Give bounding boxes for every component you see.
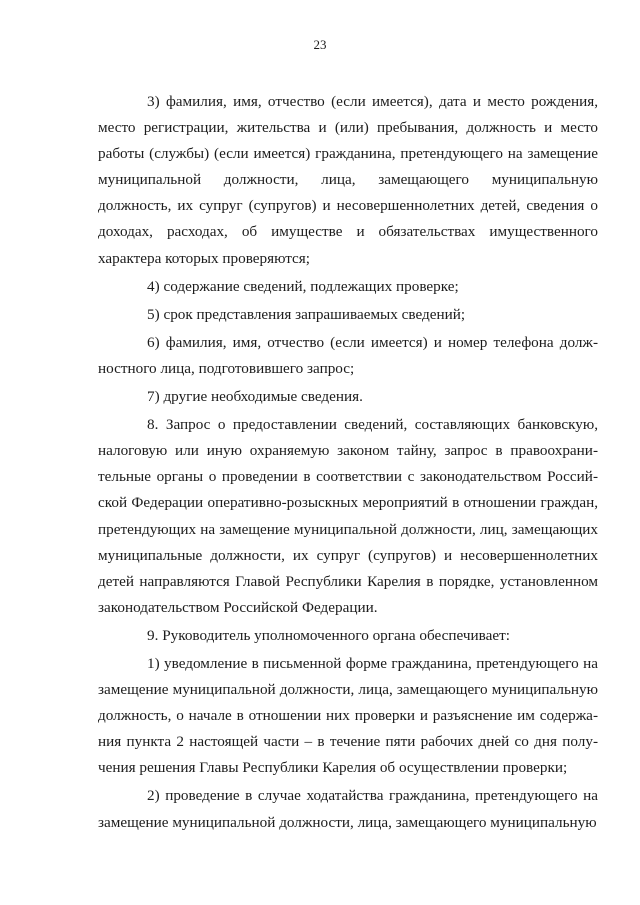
paragraph-subitem-1: 1) уведомление в письменной форме гражданина, претендующего на замещение муниципальной должности, лица, замещающего муниципальную должность, о начале в отношении них проверки и разъяснение им содержания пункта 2 настоящей части – в течение пяти рабочих дней со дня получения решения Главы Республики Карелия об осуществлении проверки; xyxy=(98,654,598,777)
paragraph-item-6: 6) фамилия, имя, отчество (если имеется) и номер телефона должностного лица, подготовившего запрос; xyxy=(98,333,598,377)
page-number: 23 xyxy=(313,37,327,52)
paragraph-section-8: 8. Запрос о предоставлении сведений, составляющих банковскую, налоговую или иную охраняемую законом тайну, запрос в правоохранительные органы о проведении в соответствии с законодательством Российской Федерации оперативно-розыскных мероприятий в отношении граждан, претендующих на замещение муниципальной должности, лиц, замещающих муниципальные должности, их супруг (супругов) и несовершеннолетних детей направляются Главой Республики Карелия в порядке, установленном законодательством Российской Федерации. xyxy=(98,416,598,616)
paragraph-item-5: 5) срок представления запрашиваемых сведений; xyxy=(147,305,466,323)
paragraph-item-4: 4) содержание сведений, подлежащих проверке; xyxy=(147,277,459,295)
paragraph-item-7: 7) другие необходимые сведения. xyxy=(147,388,363,406)
paragraph-subitem-2: 2) проведение в случае ходатайства гражданина, претендующего на замещение муниципальной должности, лица, замещающего муниципальную xyxy=(98,787,598,831)
paragraph-item-3: 3) фамилия, имя, отчество (если имеется), дата и место рождения, место регистрации, жительства и (или) пребывания, должность и место работы (службы) (если имеется) гражданина, претендующего на замещение муниципальной должности, лица, замещающего муниципальную должность, их супруг (супругов) и несовершеннолетних детей, сведения о доходах, расходах, об имуществе и обязательствах имущественного характера которых проверяются; xyxy=(98,93,598,267)
paragraph-section-9: 9. Руководитель уполномоченного органа обеспечивает: xyxy=(147,626,510,644)
document-body xyxy=(98,89,598,836)
